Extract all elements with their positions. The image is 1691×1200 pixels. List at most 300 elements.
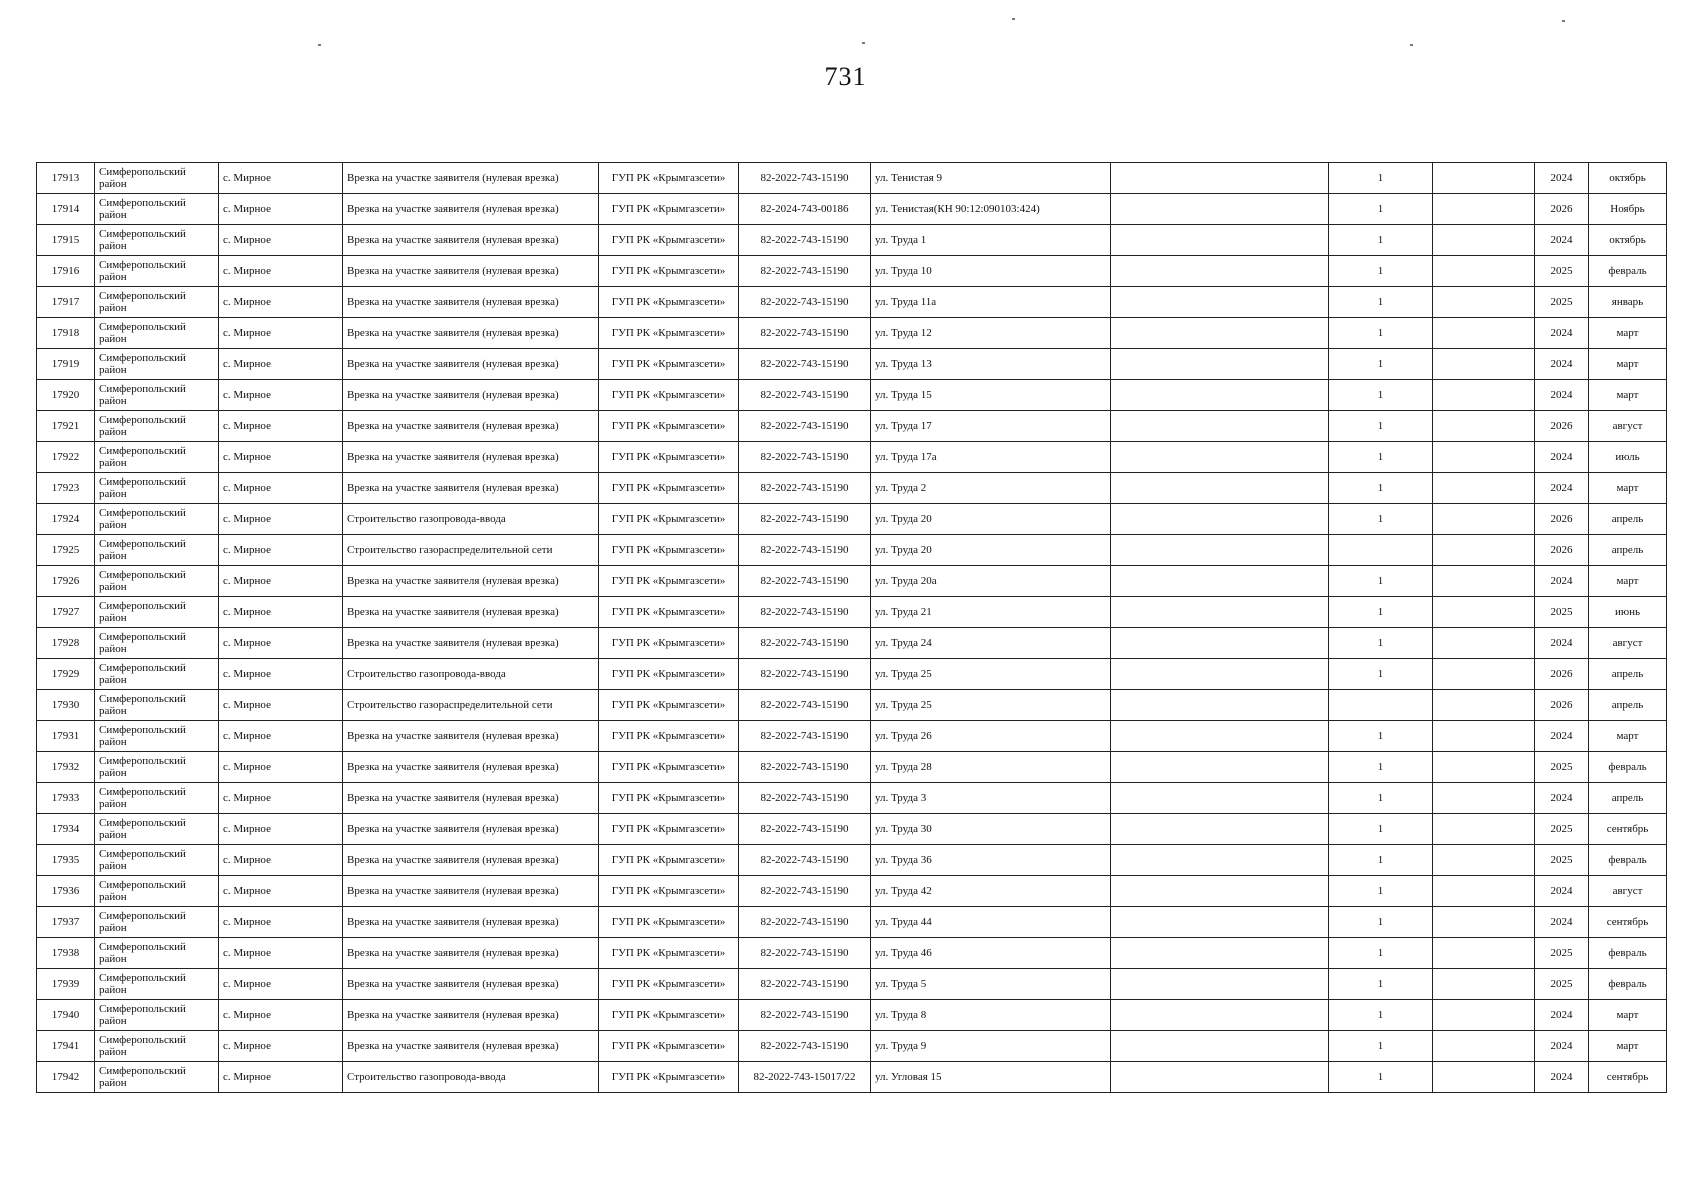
cell-year: 2026 [1535,659,1589,690]
cell-empty [1111,628,1329,659]
cell-district: Симферопольский район [95,907,219,938]
cell-empty [1111,349,1329,380]
cell-number: 17925 [37,535,95,566]
cell-month: апрель [1589,659,1667,690]
cell-empty [1111,318,1329,349]
cell-year: 2026 [1535,690,1589,721]
cell-quantity: 1 [1329,318,1433,349]
cell-empty [1433,938,1535,969]
cell-settlement: с. Мирное [219,566,343,597]
cell-number: 17939 [37,969,95,1000]
cell-year: 2024 [1535,163,1589,194]
cell-settlement: с. Мирное [219,845,343,876]
cell-organization: ГУП РК «Крымгазсети» [599,628,739,659]
cell-month: сентябрь [1589,907,1667,938]
table-row [37,721,1667,752]
cell-organization: ГУП РК «Крымгазсети» [599,411,739,442]
cell-quantity: 1 [1329,411,1433,442]
cell-address: ул. Труда 8 [871,1000,1111,1031]
cell-empty [1433,349,1535,380]
table-row [37,907,1667,938]
cell-settlement: с. Мирное [219,659,343,690]
cell-empty [1111,752,1329,783]
cell-district: Симферопольский район [95,411,219,442]
cell-number: 17941 [37,1031,95,1062]
cell-empty [1433,194,1535,225]
cell-empty [1433,721,1535,752]
cell-district: Симферопольский район [95,380,219,411]
cell-number: 17936 [37,876,95,907]
table-row [37,535,1667,566]
cell-work-type: Врезка на участке заявителя (нулевая врезка) [343,566,599,597]
cell-month: апрель [1589,535,1667,566]
cell-empty [1111,256,1329,287]
cell-code: 82-2022-743-15190 [739,380,871,411]
cell-work-type: Врезка на участке заявителя (нулевая врезка) [343,287,599,318]
cell-work-type: Врезка на участке заявителя (нулевая врезка) [343,411,599,442]
table-row [37,814,1667,845]
cell-empty [1111,225,1329,256]
cell-quantity: 1 [1329,876,1433,907]
cell-year: 2026 [1535,194,1589,225]
cell-organization: ГУП РК «Крымгазсети» [599,721,739,752]
cell-empty [1433,752,1535,783]
cell-quantity: 1 [1329,163,1433,194]
cell-code: 82-2022-743-15190 [739,411,871,442]
cell-district: Симферопольский район [95,1062,219,1093]
cell-organization: ГУП РК «Крымгазсети» [599,225,739,256]
cell-quantity [1329,535,1433,566]
cell-organization: ГУП РК «Крымгазсети» [599,969,739,1000]
cell-code: 82-2022-743-15190 [739,938,871,969]
cell-empty [1433,318,1535,349]
cell-month: март [1589,380,1667,411]
cell-work-type: Врезка на участке заявителя (нулевая врезка) [343,628,599,659]
cell-year: 2026 [1535,504,1589,535]
cell-code: 82-2022-743-15190 [739,225,871,256]
cell-work-type: Врезка на участке заявителя (нулевая врезка) [343,473,599,504]
cell-month: апрель [1589,504,1667,535]
table-row [37,690,1667,721]
cell-code: 82-2022-743-15190 [739,690,871,721]
cell-empty [1111,473,1329,504]
cell-address: ул. Тенистая(КН 90:12:090103:424) [871,194,1111,225]
cell-district: Симферопольский район [95,969,219,1000]
cell-district: Симферопольский район [95,566,219,597]
cell-quantity: 1 [1329,721,1433,752]
table-row [37,349,1667,380]
cell-code: 82-2022-743-15190 [739,318,871,349]
cell-year: 2024 [1535,225,1589,256]
cell-empty [1111,287,1329,318]
cell-empty [1111,845,1329,876]
cell-organization: ГУП РК «Крымгазсети» [599,814,739,845]
cell-number: 17914 [37,194,95,225]
cell-year: 2026 [1535,411,1589,442]
cell-address: ул. Труда 24 [871,628,1111,659]
cell-month: март [1589,566,1667,597]
cell-work-type: Врезка на участке заявителя (нулевая врезка) [343,969,599,1000]
cell-empty [1433,1031,1535,1062]
cell-quantity: 1 [1329,659,1433,690]
cell-empty [1433,845,1535,876]
register-body [37,163,1667,1093]
table-row [37,597,1667,628]
cell-address: ул. Труда 30 [871,814,1111,845]
cell-quantity: 1 [1329,1000,1433,1031]
cell-settlement: с. Мирное [219,318,343,349]
cell-organization: ГУП РК «Крымгазсети» [599,535,739,566]
table-row [37,1031,1667,1062]
cell-number: 17935 [37,845,95,876]
cell-quantity: 1 [1329,752,1433,783]
scan-speck [1012,18,1015,20]
cell-address: ул. Труда 28 [871,752,1111,783]
cell-empty [1433,287,1535,318]
cell-settlement: с. Мирное [219,1062,343,1093]
cell-year: 2024 [1535,721,1589,752]
cell-quantity: 1 [1329,597,1433,628]
cell-number: 17913 [37,163,95,194]
cell-year: 2026 [1535,535,1589,566]
cell-work-type: Врезка на участке заявителя (нулевая врезка) [343,256,599,287]
cell-month: август [1589,628,1667,659]
cell-year: 2024 [1535,349,1589,380]
cell-district: Симферопольский район [95,1031,219,1062]
cell-code: 82-2022-743-15190 [739,628,871,659]
cell-address: ул. Труда 25 [871,659,1111,690]
cell-district: Симферопольский район [95,225,219,256]
cell-empty [1433,690,1535,721]
cell-settlement: с. Мирное [219,504,343,535]
scan-speck [1410,44,1413,46]
cell-organization: ГУП РК «Крымгазсети» [599,752,739,783]
cell-work-type: Строительство газопровода-ввода [343,659,599,690]
cell-empty [1433,256,1535,287]
cell-month: февраль [1589,938,1667,969]
cell-organization: ГУП РК «Крымгазсети» [599,1062,739,1093]
cell-empty [1111,442,1329,473]
cell-month: октябрь [1589,225,1667,256]
cell-number: 17918 [37,318,95,349]
cell-empty [1111,814,1329,845]
cell-code: 82-2022-743-15190 [739,721,871,752]
cell-number: 17926 [37,566,95,597]
cell-year: 2025 [1535,256,1589,287]
cell-empty [1111,783,1329,814]
cell-organization: ГУП РК «Крымгазсети» [599,659,739,690]
cell-empty [1111,597,1329,628]
cell-settlement: с. Мирное [219,783,343,814]
cell-code: 82-2022-743-15190 [739,287,871,318]
cell-month: март [1589,1000,1667,1031]
cell-settlement: с. Мирное [219,907,343,938]
cell-number: 17930 [37,690,95,721]
cell-settlement: с. Мирное [219,938,343,969]
cell-empty [1111,876,1329,907]
cell-address: ул. Труда 5 [871,969,1111,1000]
cell-empty [1433,876,1535,907]
cell-month: март [1589,318,1667,349]
cell-district: Симферопольский район [95,845,219,876]
cell-organization: ГУП РК «Крымгазсети» [599,1031,739,1062]
scan-speck [318,44,321,46]
cell-organization: ГУП РК «Крымгазсети» [599,380,739,411]
cell-empty [1111,907,1329,938]
cell-settlement: с. Мирное [219,1031,343,1062]
cell-quantity: 1 [1329,504,1433,535]
cell-month: февраль [1589,256,1667,287]
cell-empty [1433,566,1535,597]
cell-month: июнь [1589,597,1667,628]
cell-month: сентябрь [1589,814,1667,845]
cell-month: март [1589,721,1667,752]
cell-code: 82-2022-743-15190 [739,504,871,535]
cell-district: Симферопольский район [95,628,219,659]
cell-address: ул. Труда 1 [871,225,1111,256]
register-table [36,162,1667,1093]
cell-empty [1433,814,1535,845]
cell-district: Симферопольский район [95,721,219,752]
cell-work-type: Строительство газопровода-ввода [343,504,599,535]
cell-settlement: с. Мирное [219,721,343,752]
cell-quantity: 1 [1329,845,1433,876]
cell-organization: ГУП РК «Крымгазсети» [599,194,739,225]
cell-settlement: с. Мирное [219,876,343,907]
cell-settlement: с. Мирное [219,535,343,566]
cell-district: Симферопольский район [95,163,219,194]
cell-settlement: с. Мирное [219,163,343,194]
cell-number: 17920 [37,380,95,411]
cell-district: Симферопольский район [95,659,219,690]
table-row [37,659,1667,690]
cell-district: Симферопольский район [95,876,219,907]
cell-year: 2025 [1535,938,1589,969]
cell-quantity: 1 [1329,938,1433,969]
cell-empty [1111,566,1329,597]
cell-district: Симферопольский район [95,752,219,783]
cell-year: 2025 [1535,287,1589,318]
cell-work-type: Врезка на участке заявителя (нулевая врезка) [343,783,599,814]
cell-code: 82-2022-743-15190 [739,752,871,783]
cell-year: 2025 [1535,597,1589,628]
cell-empty [1111,504,1329,535]
cell-work-type: Врезка на участке заявителя (нулевая врезка) [343,349,599,380]
cell-empty [1433,1000,1535,1031]
cell-year: 2024 [1535,442,1589,473]
cell-settlement: с. Мирное [219,194,343,225]
cell-quantity: 1 [1329,442,1433,473]
cell-organization: ГУП РК «Крымгазсети» [599,690,739,721]
cell-settlement: с. Мирное [219,690,343,721]
cell-empty [1433,628,1535,659]
cell-code: 82-2024-743-00186 [739,194,871,225]
cell-code: 82-2022-743-15190 [739,783,871,814]
table-row [37,163,1667,194]
cell-settlement: с. Мирное [219,380,343,411]
cell-code: 82-2022-743-15190 [739,256,871,287]
cell-quantity: 1 [1329,969,1433,1000]
table-row [37,783,1667,814]
cell-number: 17919 [37,349,95,380]
cell-organization: ГУП РК «Крымгазсети» [599,163,739,194]
cell-work-type: Врезка на участке заявителя (нулевая врезка) [343,907,599,938]
cell-number: 17921 [37,411,95,442]
table-row [37,628,1667,659]
cell-work-type: Врезка на участке заявителя (нулевая врезка) [343,225,599,256]
cell-quantity: 1 [1329,814,1433,845]
cell-empty [1111,380,1329,411]
cell-year: 2024 [1535,566,1589,597]
table-row [37,876,1667,907]
cell-address: ул. Труда 26 [871,721,1111,752]
cell-work-type: Врезка на участке заявителя (нулевая врезка) [343,1000,599,1031]
cell-code: 82-2022-743-15190 [739,969,871,1000]
cell-empty [1433,442,1535,473]
cell-number: 17942 [37,1062,95,1093]
cell-address: ул. Труда 46 [871,938,1111,969]
cell-empty [1111,1062,1329,1093]
cell-empty [1111,1031,1329,1062]
cell-work-type: Врезка на участке заявителя (нулевая врезка) [343,194,599,225]
cell-quantity: 1 [1329,566,1433,597]
cell-quantity: 1 [1329,1031,1433,1062]
cell-address: ул. Труда 44 [871,907,1111,938]
cell-month: октябрь [1589,163,1667,194]
cell-number: 17915 [37,225,95,256]
cell-quantity: 1 [1329,1062,1433,1093]
cell-month: март [1589,1031,1667,1062]
table-row [37,318,1667,349]
cell-empty [1111,721,1329,752]
cell-settlement: с. Мирное [219,225,343,256]
cell-organization: ГУП РК «Крымгазсети» [599,287,739,318]
cell-settlement: с. Мирное [219,752,343,783]
cell-month: сентябрь [1589,1062,1667,1093]
cell-month: январь [1589,287,1667,318]
table-row [37,845,1667,876]
cell-settlement: с. Мирное [219,969,343,1000]
cell-organization: ГУП РК «Крымгазсети» [599,907,739,938]
cell-number: 17916 [37,256,95,287]
cell-quantity: 1 [1329,473,1433,504]
table-row [37,1062,1667,1093]
cell-organization: ГУП РК «Крымгазсети» [599,504,739,535]
table-row [37,225,1667,256]
cell-empty [1433,907,1535,938]
cell-address: ул. Труда 2 [871,473,1111,504]
cell-month: февраль [1589,845,1667,876]
cell-year: 2024 [1535,628,1589,659]
cell-empty [1433,473,1535,504]
table-row [37,411,1667,442]
cell-year: 2024 [1535,473,1589,504]
cell-settlement: с. Мирное [219,628,343,659]
cell-district: Симферопольский район [95,535,219,566]
cell-year: 2025 [1535,752,1589,783]
cell-empty [1111,690,1329,721]
cell-empty [1111,659,1329,690]
cell-code: 82-2022-743-15190 [739,535,871,566]
cell-month: апрель [1589,783,1667,814]
cell-empty [1433,1062,1535,1093]
cell-organization: ГУП РК «Крымгазсети» [599,442,739,473]
cell-organization: ГУП РК «Крымгазсети» [599,349,739,380]
cell-empty [1433,225,1535,256]
cell-organization: ГУП РК «Крымгазсети» [599,566,739,597]
cell-empty [1433,659,1535,690]
cell-quantity: 1 [1329,225,1433,256]
cell-code: 82-2022-743-15190 [739,1000,871,1031]
cell-organization: ГУП РК «Крымгазсети» [599,318,739,349]
cell-code: 82-2022-743-15190 [739,597,871,628]
cell-year: 2025 [1535,814,1589,845]
cell-settlement: с. Мирное [219,1000,343,1031]
cell-month: апрель [1589,690,1667,721]
cell-month: февраль [1589,752,1667,783]
table-row [37,256,1667,287]
cell-district: Симферопольский район [95,349,219,380]
cell-number: 17922 [37,442,95,473]
cell-address: ул. Труда 42 [871,876,1111,907]
cell-empty [1433,504,1535,535]
cell-district: Симферопольский район [95,597,219,628]
cell-address: ул. Труда 13 [871,349,1111,380]
cell-quantity: 1 [1329,194,1433,225]
cell-number: 17940 [37,1000,95,1031]
cell-empty [1111,411,1329,442]
cell-empty [1111,194,1329,225]
table-row [37,938,1667,969]
cell-organization: ГУП РК «Крымгазсети» [599,845,739,876]
cell-code: 82-2022-743-15190 [739,845,871,876]
cell-code: 82-2022-743-15190 [739,163,871,194]
table-row [37,1000,1667,1031]
cell-month: август [1589,411,1667,442]
cell-month: июль [1589,442,1667,473]
cell-number: 17928 [37,628,95,659]
cell-year: 2025 [1535,845,1589,876]
cell-year: 2024 [1535,783,1589,814]
cell-empty [1433,597,1535,628]
cell-district: Симферопольский район [95,256,219,287]
cell-district: Симферопольский район [95,194,219,225]
cell-address: ул. Угловая 15 [871,1062,1111,1093]
cell-number: 17933 [37,783,95,814]
table-row [37,566,1667,597]
cell-year: 2024 [1535,1031,1589,1062]
cell-organization: ГУП РК «Крымгазсети» [599,256,739,287]
cell-number: 17924 [37,504,95,535]
cell-work-type: Врезка на участке заявителя (нулевая врезка) [343,876,599,907]
cell-year: 2024 [1535,876,1589,907]
cell-code: 82-2022-743-15190 [739,473,871,504]
page-number: 731 [824,62,867,91]
cell-quantity: 1 [1329,628,1433,659]
cell-settlement: с. Мирное [219,349,343,380]
cell-number: 17929 [37,659,95,690]
cell-settlement: с. Мирное [219,814,343,845]
cell-district: Симферопольский район [95,814,219,845]
cell-work-type: Врезка на участке заявителя (нулевая врезка) [343,380,599,411]
table-row [37,752,1667,783]
cell-empty [1433,380,1535,411]
cell-district: Симферопольский район [95,1000,219,1031]
cell-work-type: Врезка на участке заявителя (нулевая врезка) [343,721,599,752]
cell-empty [1111,938,1329,969]
table-row [37,380,1667,411]
cell-quantity: 1 [1329,907,1433,938]
